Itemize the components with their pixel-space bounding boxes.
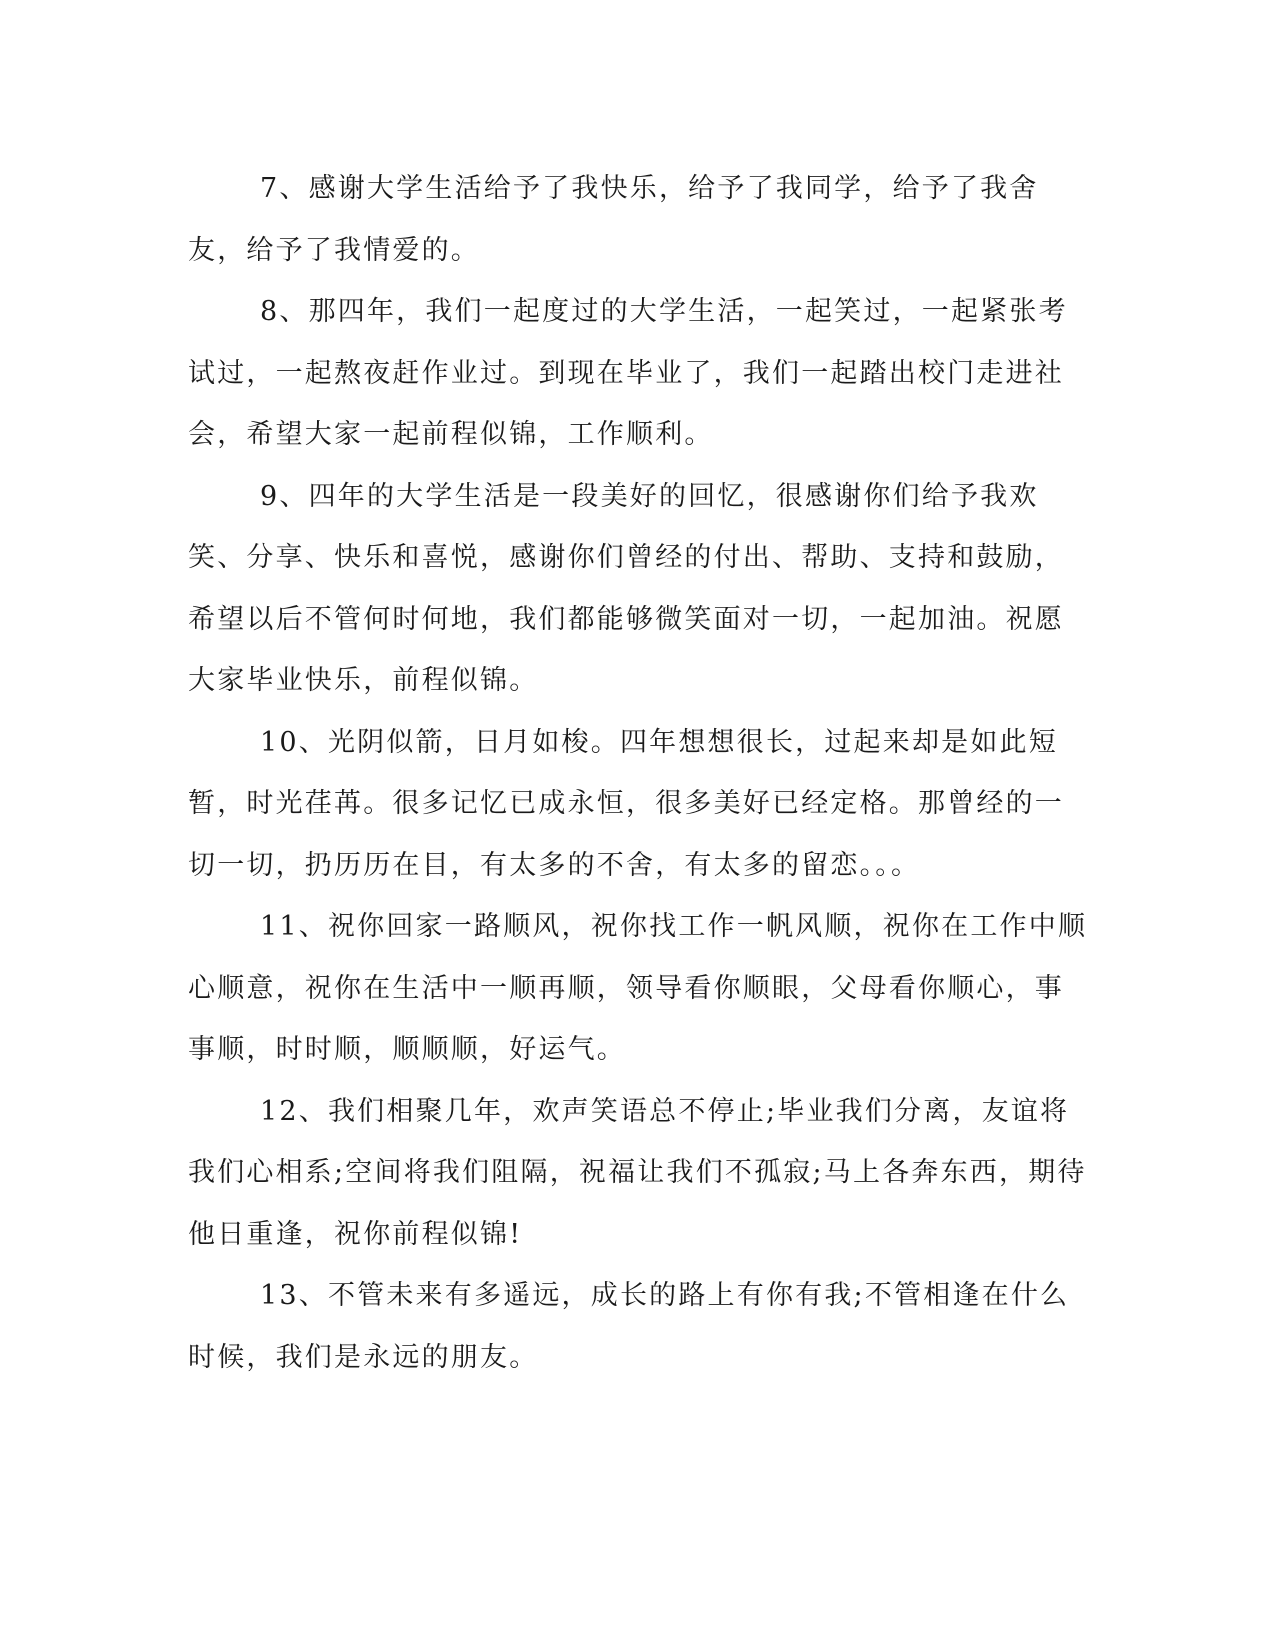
paragraph-7: 7、感谢大学生活给予了我快乐，给予了我同学，给予了我舍友，给予了我情爱的。: [188, 173, 1039, 266]
paragraph-13: 13、不管未来有多遥远，成长的路上有你有我;不管相逢在什么时候，我们是永远的朋友。: [188, 1280, 1070, 1373]
paragraph-9: 9、四年的大学生活是一段美好的回忆，很感谢你们给予我欢笑、分享、快乐和喜悦，感谢你们曾经的付出、帮助、支持和鼓励，希望以后不管何时何地，我们都能够微笑面对一切，一起加油。祝愿大家毕业快乐，前程似锦。: [188, 480, 1064, 696]
paragraph-10: 10、光阴似箭，日月如梭。四年想想很长，过起来却是如此短暂，时光荏苒。很多记忆已成永恒，很多美好已经定格。那曾经的一切一切，扔历历在目，有太多的不舍，有太多的留恋。。。: [188, 726, 1064, 881]
body-text: [188, 158, 1088, 1388]
paragraph-12: 12、我们相聚几年，欢声笑语总不停止;毕业我们分离，友谊将我们心相系;空间将我们阻隔，祝福让我们不孤寂;马上各奔东西，期待他日重逢，祝你前程似锦!: [188, 1095, 1087, 1250]
paragraph-8: 8、那四年，我们一起度过的大学生活，一起笑过，一起紧张考试过，一起熬夜赶作业过。到现在毕业了，我们一起踏出校门走进社会，希望大家一起前程似锦，工作顺利。: [188, 296, 1068, 450]
paragraph-11: 11、祝你回家一路顺风，祝你找工作一帆风顺，祝你在工作中顺心顺意，祝你在生活中一顺再顺，领导看你顺眼，父母看你顺心，事事顺，时时顺，顺顺顺，好运气。: [188, 911, 1088, 1065]
